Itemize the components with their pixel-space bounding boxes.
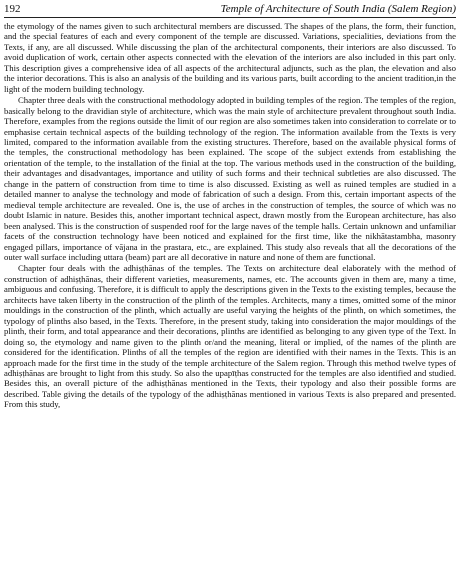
page-header xyxy=(4,3,456,16)
paragraph-2: Chapter three deals with the constructional methodology adopted in building temples of the region. The temples of the region, basically belong to the dravidian style of architecture, which was the main style of architecture prevalent throughout south India. Therefore, examples from the regions outside the limit of our region are also sometimes taken into consideration to correlate or to emphasise certain technical aspects of the building technology of the region. The information available from the Texts is very limited, compared to the information available from the existing structures. Therefore, based on the available physical forms of the temples, the constructional methodology has been explained. The scope of the subject extends from establishing the orientation of the temple, to the installation of the finial at the top. The various methods used in the construction of the building, their advantages and disadvantages, importance and utility of such forms and their technical subtleties are also discussed. The change in the pattern of construction from time to time is also discussed. Existing as well as ruined temples are studied in a detailed manner to analyse the technology and mode of fabrication of such a design. From this, certain important aspects of the medieval temple architecture are revealed. One is, the use of arches in the construction of temples, the source of which was no doubt Islamic in nature. Besides this, another important technical aspect, drawn mostly from the European architecture, has also been analysed. This is the construction of suspended roof for the large naves of the temple halls. Certain unknown and unfamiliar facets of the construction technology have been noticed and explained for the first time, like the nikhātastambha, masonry engaged pillars, importance of vājana in the prastara, etc., are explained. This study also reveals that all the decorations of the outer wall surface including uttara (beam) part are all decorative in nature and none of them are functional. xyxy=(4,95,456,262)
page-number: 192 xyxy=(4,3,21,15)
paragraph-1: the etymology of the names given to such architectural members are discussed. The shapes of the plans, the form, their function, and the special features of each and every component of the temple are discussed. Variations, specialities, deviations from the Texts, if any, are all discussed. While discussing the plan of the architectural components, their interiors are also discussed. To avoid duplication of work, certain other aspects connected with the elevation of the interiors are also included in this part only. This description gives a comprehensive idea of all aspects of the architectural adjuncts, such as the plan, the elevation and also the interior decorations. This is also an analysis of the building and its various parts, built according to the ancient tradition,in the light of the modern building technology. xyxy=(4,21,456,94)
body-text xyxy=(4,21,456,410)
running-title: Temple of Architecture of South India (Salem Region) xyxy=(220,3,456,15)
header-rule xyxy=(4,17,456,18)
paragraph-3: Chapter four deals with the adhiṣṭhānas of the temples. The Texts on architecture deal elaborately with the method of construction of adhiṣṭhānas, their different varieties, measurements, names, etc. The accounts given in them are, many a time, ambiguous and confusing. Therefore, it is difficult to apply the descriptions given in the Texts to the existing temples, because the architects have taken liberty in the construction of the plinth of the temples. Architects, many a times, omitted some of the minor mouldings in the construction of the plinth, which actually are useful varying the heights of the plinth, on which sometimes, the typology of plinths also based, in the Texts. Therefore, in the present study, taking into consideration the major mouldings of the plinth, their form, and total appearance and their decorations, plinths are identified as belonging to any given type of the Text. In doing so, the etymology and name given to the plinth or/and the meaning, literal or implied, of the names of the plinth are considered for the identification. Plinths of all the temples of the region are identified with their names in the Texts. This is an approach made for the first time in the study of the temple architecture of the Salem region. Through this method twelve types of adhiṣṭhānas are brought to light from this study. So also the upapīṭhas constructed for the temples are also identified and studied. Besides this, an overall picture of the adhiṣṭhānas mentioned in the Texts, their typology and also their possible forms are described. Table giving the details of the typology of the adhiṣṭhānas mentioned in various Texts is also prepared and presented. From this study, xyxy=(4,263,456,410)
